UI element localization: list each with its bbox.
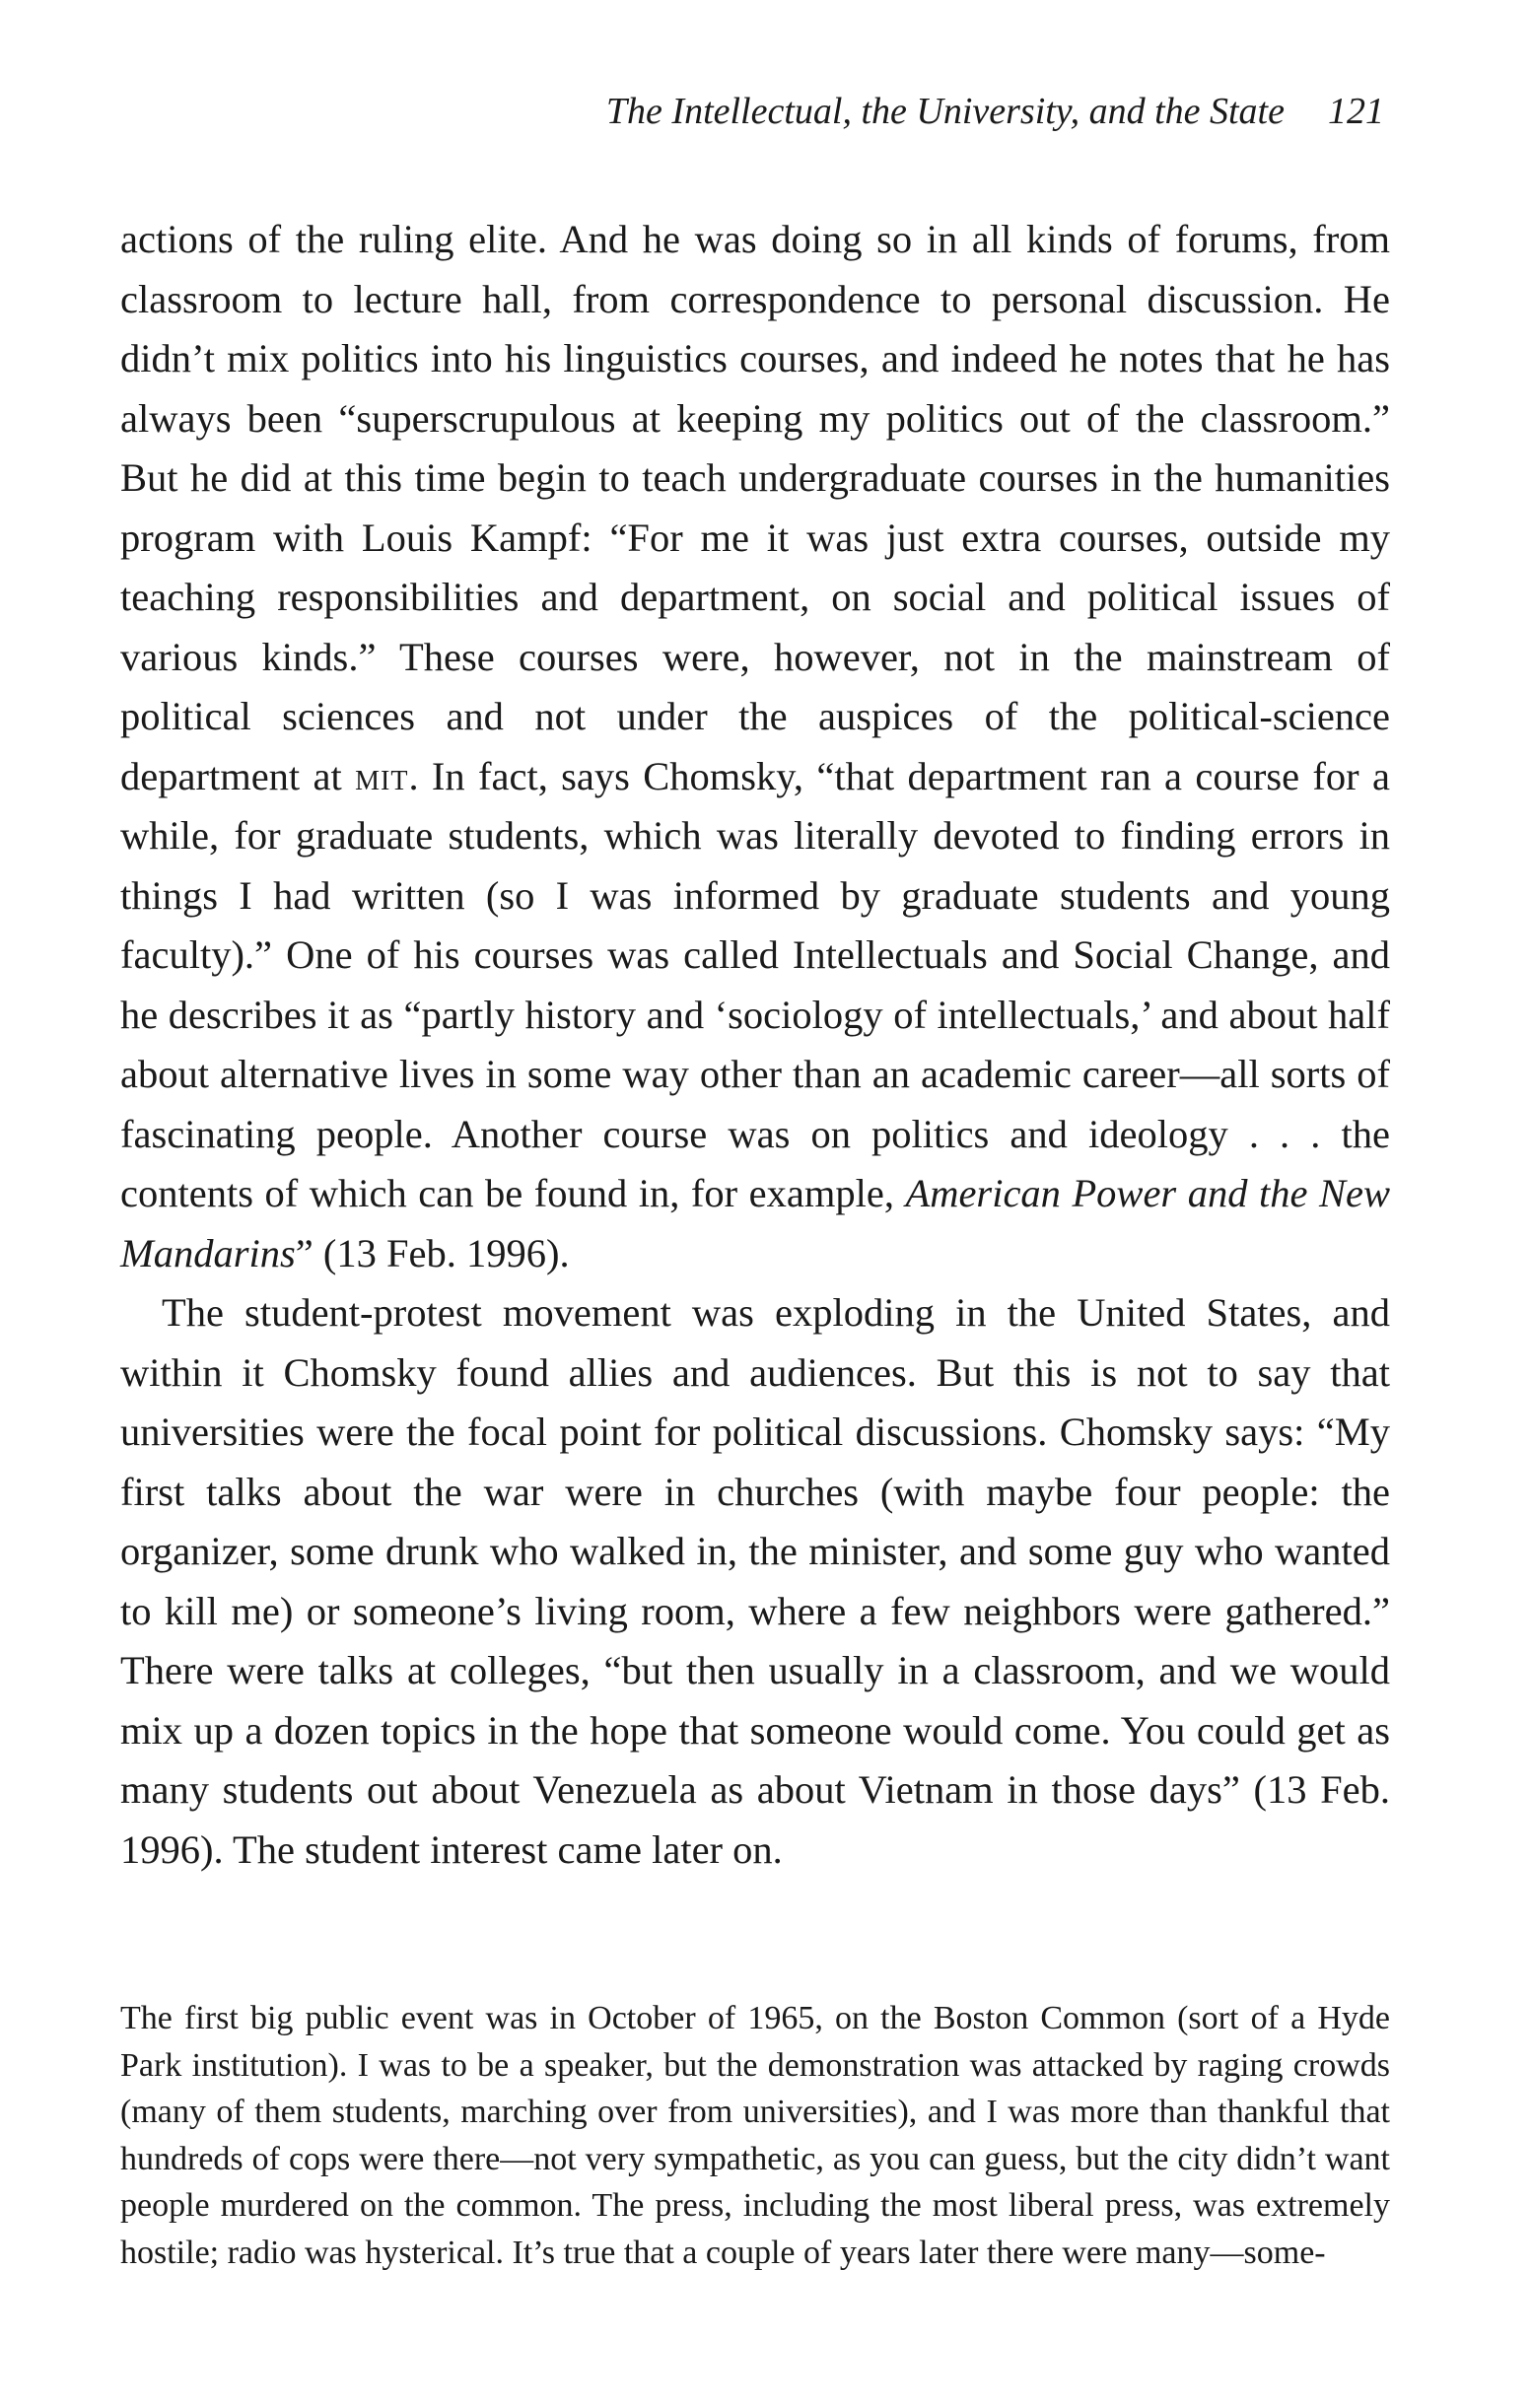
paragraph-1-part-3: ” (13 Feb. 1996). (295, 1230, 570, 1275)
running-head-title: The Intellectual, the University, and the State (605, 91, 1285, 132)
running-head (606, 87, 1384, 136)
book-title: American Power and the New Mandarins (120, 1171, 1390, 1275)
paragraph-2: The student-protest movement was exploding in the United States, and within it Chomsky found allies and audiences. But this is not to say that universities were the focal point for political discussions. Chomsky says: “My first talks about the war were in churches (with maybe four people: the organizer, some drunk who walked in, the minister, and some guy who wanted to kill me) or someone’s living room, where a few neighbors were gathered.” There were talks at colleges, “but then usually in a classroom, and we would mix up a dozen topics in the hope that someone would come. You could get as many students out about Venezuela as about Vietnam in those days” (13 Feb. 1996). The student interest came later on. (120, 1290, 1390, 1872)
paragraph-1 (120, 210, 1390, 1283)
block-quote-text: The first big public event was in October of 1965, on the Boston Common (sort of a Hyde Park institution). I was to be a speaker, but the demonstration was attacked by raging crowds (many of them students, marching over from universities), and I was more than thankful that hundreds of cops were there—not very sympathetic, as you can guess, but the city didn’t want people murdered on the common. The press, including the most liberal press, was extremely hostile; radio was hysterical. It’s true that a couple of years later there were many—some- (120, 2000, 1390, 2271)
paragraph-1-part-2: . In fact, says Chomsky, “that department ran a course for a while, for graduate students, which was literally devoted to finding errors in things I had written (so I was informed by graduate students and young faculty).” One of his courses was called Intellectuals and Social Change, and he describes it as “partly history and ‘sociology of intellectuals,’ and about half about alternative lives in some way other than an academic career—all sorts of fascinating people. Another course was on politics and ideology . . . the contents of which can be found in, for example, (120, 753, 1390, 1215)
page-number: 121 (1328, 91, 1384, 132)
block-quote (120, 1995, 1390, 2276)
mit-abbreviation: mit (355, 753, 409, 798)
body-text (120, 210, 1390, 1880)
paragraph-1-part-1: actions of the ruling elite. And he was doing so in all kinds of forums, from classroom to lecture hall, from correspondence to personal discussion. He didn’t mix politics into his linguistics courses, and indeed he notes that he has always been “superscrupulous at keeping my politics out of the classroom.” But he did at this time begin to teach undergraduate courses in the humanities program with Louis Kampf: “For me it was just extra courses, outside my teaching responsibilities and department, on social and political issues of various kinds.” These courses were, however, not in the mainstream of political sciences and not under the auspices of the political-science department at (120, 217, 1390, 798)
